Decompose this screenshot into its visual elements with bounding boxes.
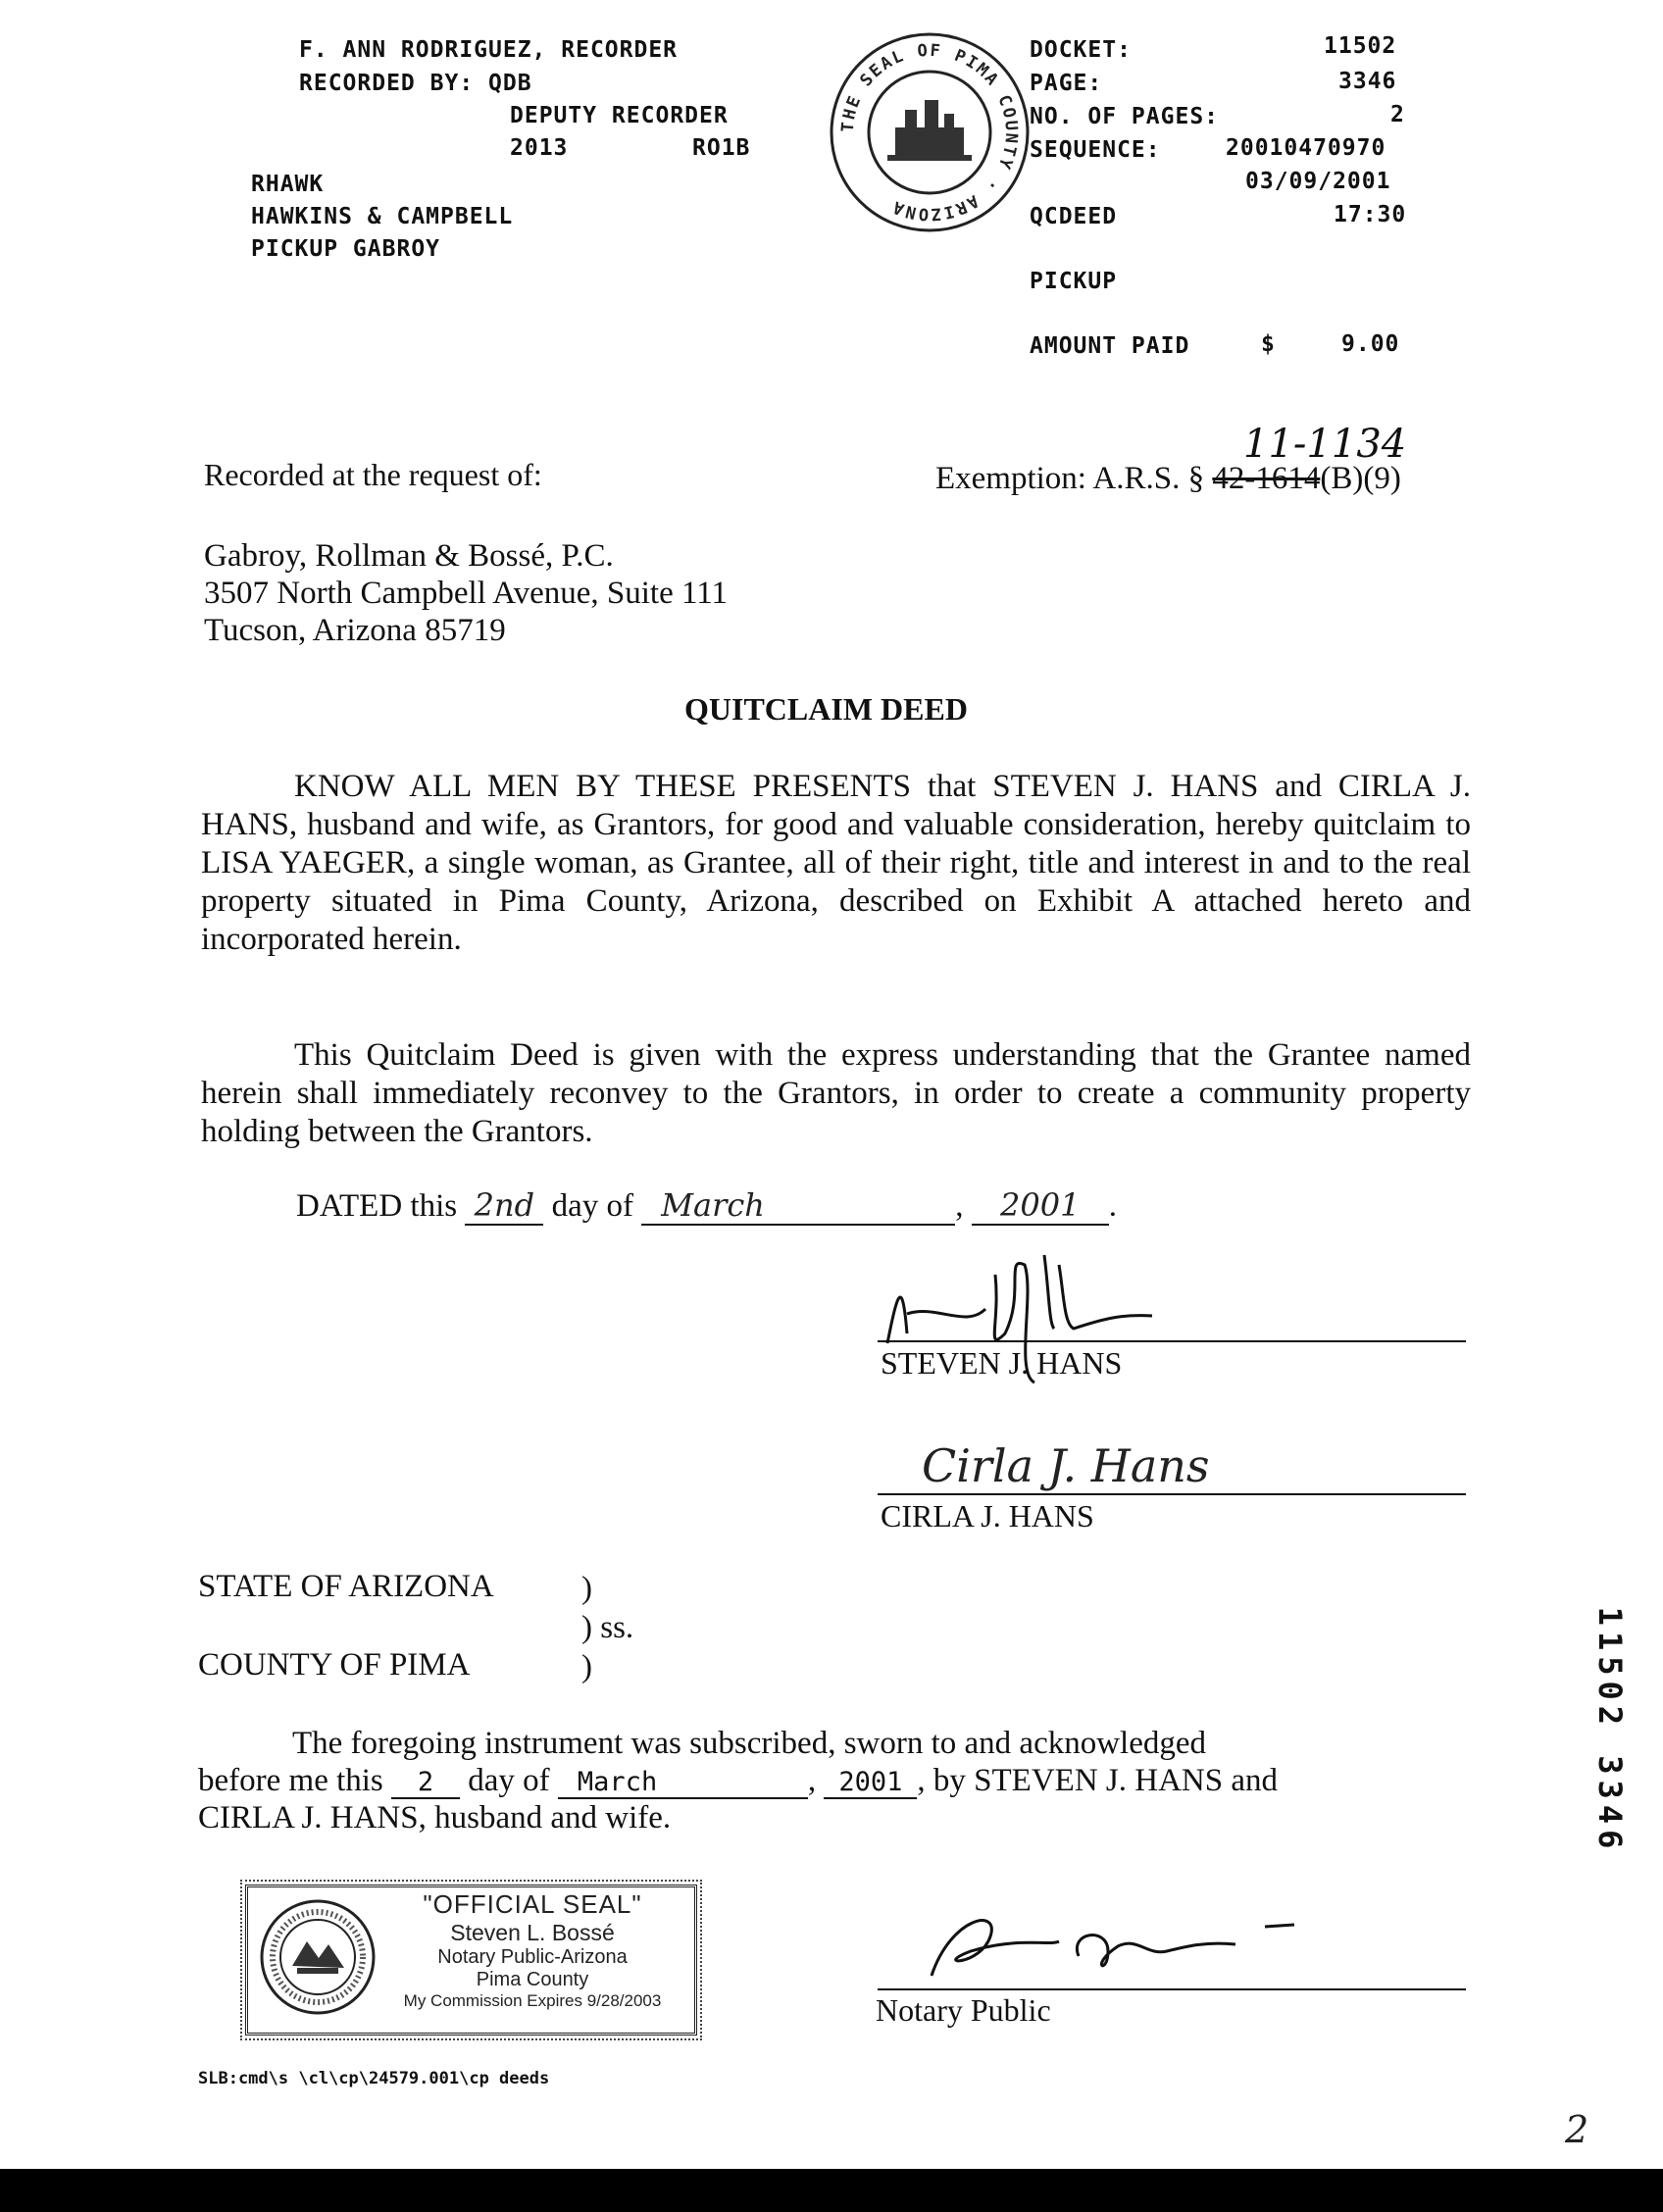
- exemption-handwritten: 11-1134: [1243, 422, 1407, 467]
- request-label: Recorded at the request of:: [204, 457, 542, 492]
- pages-value: 2: [1390, 102, 1405, 127]
- venue-paren-2: ): [581, 1649, 592, 1684]
- request-name: Gabroy, Rollman & Bossé, P.C.: [204, 538, 614, 574]
- sequence-label: SEQUENCE:: [1030, 137, 1161, 163]
- ack-year: 2001: [824, 1767, 917, 1799]
- venue-ss: ) ss.: [581, 1610, 634, 1645]
- page-number: 2: [1565, 2108, 1589, 2151]
- recorder-rhawk: RHAWK: [251, 172, 325, 197]
- recorder-line2: RECORDED BY: QDB: [299, 71, 532, 96]
- record-time: 17:30: [1334, 202, 1407, 227]
- seal-text-block: [376, 1887, 689, 2011]
- seal-county: Pima County: [476, 1969, 589, 1990]
- ack-line3: CIRLA J. HANS, husband and wife.: [198, 1800, 672, 1835]
- notary-public-label: Notary Public: [876, 1992, 1051, 2028]
- dated-mid: day of: [551, 1188, 633, 1224]
- side-stamp: [1581, 1564, 1639, 1897]
- ack-comma: ,: [807, 1763, 817, 1798]
- signature-line-1: [878, 1340, 1466, 1342]
- seal-expires: My Commission Expires 9/28/2003: [403, 1991, 662, 2010]
- ack-month: March: [558, 1767, 808, 1799]
- signature-line-2: [878, 1493, 1466, 1495]
- document-title: QUITCLAIM DEED: [684, 691, 968, 727]
- dated-line: [296, 1186, 1117, 1226]
- doc-type: QCDEED: [1030, 204, 1118, 229]
- exemption-line: [935, 461, 1401, 497]
- exemption-prefix: Exemption: A.R.S. §: [935, 461, 1205, 496]
- recorder-code2: RO1B: [692, 135, 751, 161]
- venue-county: COUNTY OF PIMA: [198, 1647, 471, 1683]
- seal-title: "OFFICIAL SEAL": [423, 1889, 642, 1919]
- seal-ring-text: THE SEAL OF PIMA COUNTY · ARIZONA: [837, 40, 1022, 225]
- ack-line2: [198, 1763, 1278, 1799]
- recorder-line1: F. ANN RODRIGUEZ, RECORDER: [299, 37, 679, 63]
- signer1-name: STEVEN J. HANS: [881, 1345, 1123, 1381]
- scan-border: [0, 2169, 1663, 2212]
- county-seal: [827, 29, 1033, 235]
- docket-value: 11502: [1324, 33, 1397, 59]
- request-address2: Tucson, Arizona 85719: [204, 613, 506, 648]
- exemption-suffix: (B)(9): [1320, 461, 1401, 496]
- dated-prefix: DATED this: [296, 1188, 458, 1224]
- recorder-code1: 2013: [510, 135, 569, 161]
- currency-symbol: $: [1261, 331, 1276, 357]
- docket-label: DOCKET:: [1030, 37, 1132, 63]
- page-value: 3346: [1338, 69, 1397, 94]
- recorder-firm: HAWKINS & CAMPBELL: [251, 204, 514, 229]
- ack-before: before me this: [198, 1763, 383, 1798]
- venue-paren-1: ): [581, 1571, 592, 1606]
- dated-day: 2nd: [465, 1186, 543, 1226]
- sequence-value: 20010470970: [1226, 135, 1386, 161]
- exemption-struck: 42-1614: [1212, 461, 1321, 496]
- dated-year: 2001: [972, 1186, 1109, 1226]
- side-stamp-text: 11502 3346: [1591, 1606, 1629, 1855]
- cirla-signature: Cirla J. Hans: [922, 1439, 1210, 1492]
- paragraph-grant: KNOW ALL MEN BY THESE PRESENTS that STEVEN J. HANS and CIRLA J. HANS, husband and wife, as Grantors, for good and valuable consideration, hereby quitclaim to LISA YAEGER, a single woman, as Grantee, all of their right, title and interest in and to the real property situated in Pima County, Arizona, described on Exhibit A attached hereto and incorporated herein.: [201, 769, 1471, 957]
- recorder-pickup: PICKUP GABROY: [251, 236, 441, 262]
- official-seal-box: [245, 1885, 697, 2036]
- dated-month: March: [641, 1186, 955, 1226]
- ack-day: 2: [391, 1767, 460, 1799]
- paragraph-understanding: This Quitclaim Deed is given with the express understanding that the Grantee named herein shall immediately reconvey to the Grantors, in order to create a community property holding between the Grantors.: [201, 1037, 1471, 1149]
- seal-name: Steven L. Bossé: [450, 1920, 615, 1945]
- ack-by: , by STEVEN J. HANS and: [917, 1763, 1278, 1798]
- dated-comma: ,: [955, 1188, 964, 1224]
- seal-role: Notary Public-Arizona: [437, 1946, 628, 1968]
- pickup-label: PICKUP: [1030, 269, 1118, 294]
- ack-line1: The foregoing instrument was subscribed, sworn to and acknowledged: [292, 1726, 1207, 1761]
- dated-end: .: [1108, 1188, 1117, 1224]
- request-address1: 3507 North Campbell Avenue, Suite 111: [204, 576, 729, 611]
- amount-value: 9.00: [1341, 331, 1400, 357]
- signer2-name: CIRLA J. HANS: [881, 1498, 1094, 1533]
- record-date: 03/09/2001: [1245, 169, 1391, 194]
- pages-label: NO. OF PAGES:: [1030, 104, 1220, 129]
- notary-signature-line: [878, 1988, 1466, 1990]
- state-seal-icon: [258, 1897, 378, 2017]
- amount-label: AMOUNT PAID: [1030, 333, 1190, 359]
- ack-dayof: day of: [468, 1763, 550, 1798]
- footer-path: SLB:cmd\s \cl\cp\24579.001\cp deeds: [198, 2069, 550, 2088]
- recorder-line3: DEPUTY RECORDER: [510, 103, 729, 128]
- page-label: PAGE:: [1030, 71, 1103, 96]
- venue-state: STATE OF ARIZONA: [198, 1569, 494, 1604]
